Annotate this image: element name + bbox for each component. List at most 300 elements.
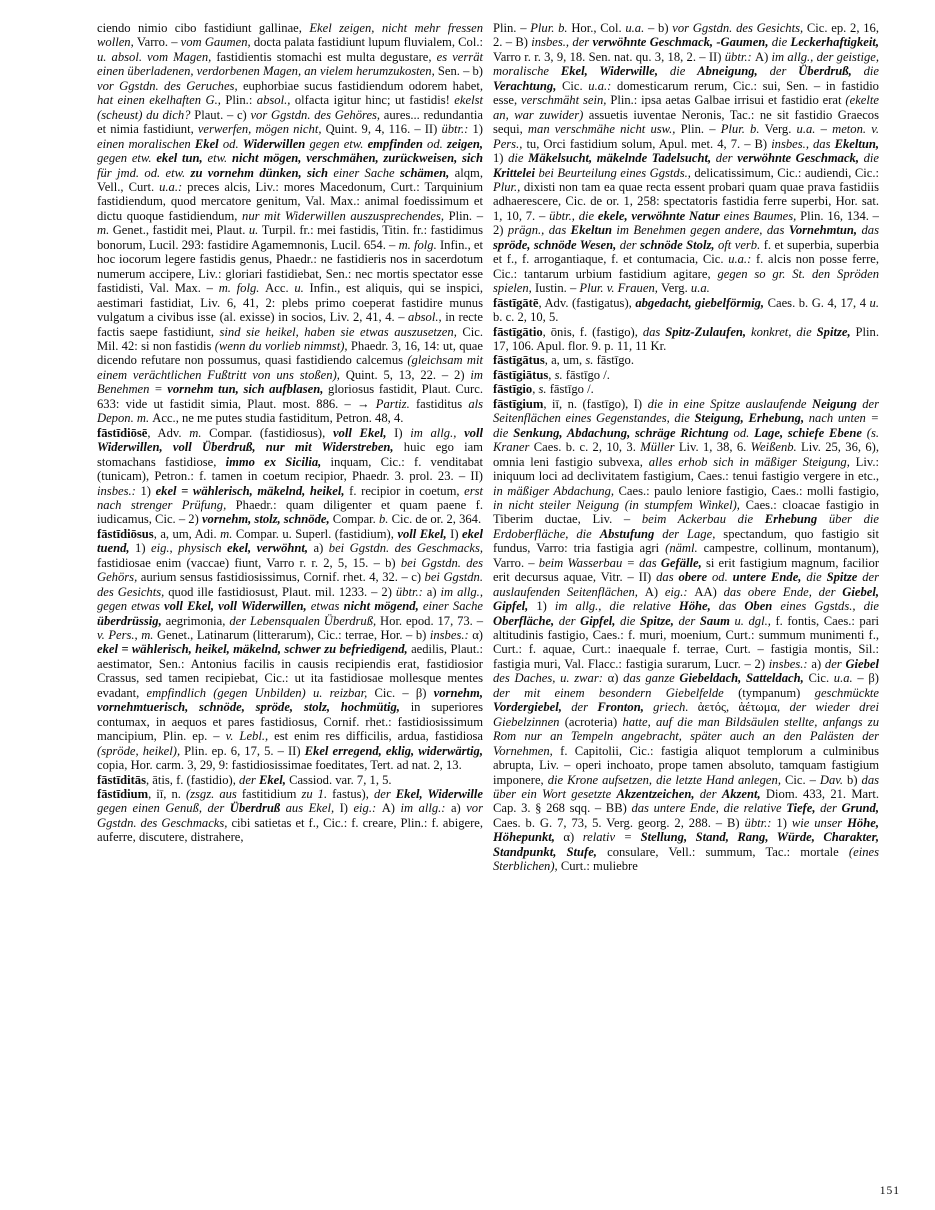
text-run: inquam, Cic.: f. venditabat (tunicam), Petron.: f. tamen in coetum recipior, Phaedr. 3. prol. 23. – II) (97, 454, 484, 484)
text-run: schnöde Stolz, (640, 237, 718, 252)
text-run: die (863, 151, 880, 166)
text-run: der (715, 151, 738, 166)
text-run: – (820, 122, 833, 137)
text-run: Caes. b. G. 4, 17, 4 (767, 295, 870, 310)
text-run: absol., (256, 93, 295, 108)
text-run: I) (394, 425, 411, 440)
text-run: b. (378, 512, 392, 527)
text-run: Verachtung, (493, 78, 562, 93)
text-run: Ekel erregend, eklig, widerwärtig, (304, 743, 483, 758)
text-run: der (239, 772, 259, 787)
text-run: Hor., Col. (571, 21, 626, 35)
text-run: domesticarum rerum, Cic.: sui, Sen. – in fastidio esse, (493, 78, 879, 108)
text-run: s. (554, 367, 566, 382)
text-run: im Benehmen gegen andere, das (616, 223, 789, 238)
text-run: A) (644, 584, 665, 599)
text-run: die (508, 151, 529, 166)
dictionary-entry (97, 773, 483, 787)
text-run: Diom. 433, 21. Mart. Cap. 3. § 268 sqq. – BB) (493, 787, 879, 816)
text-run: v. Lebl., (225, 729, 275, 744)
text-run: Spitze (826, 570, 863, 585)
text-run: verwöhnte Geschmack, -Gaumen, (592, 35, 772, 50)
text-run: eines Baumes, (723, 208, 801, 223)
text-run: fāstīgo /. (565, 367, 610, 382)
text-run: (spröde, heikel), (97, 743, 185, 758)
text-run: der Lebensqualen Überdruß, (229, 613, 381, 628)
text-run: α) (472, 628, 483, 643)
text-run: einer Sache (333, 165, 400, 180)
text-run: Plur. v. Frauen, (579, 281, 662, 296)
text-run: abgedacht, giebelförmig, (635, 295, 768, 310)
text-run: Ekel, Widerwille (395, 787, 484, 802)
text-run: Quint. 9, 4, 116. – II) (325, 122, 442, 137)
text-run: Krittelei (493, 165, 539, 180)
text-run: das über ein Wort gesetzte (493, 772, 880, 802)
text-run: prägn., das (507, 223, 571, 238)
text-run: etw. (207, 151, 232, 166)
text-run: aurium sensus fastidiosissimus, Cornif. rhet. 4, 32. – c) (140, 570, 425, 585)
text-run: erst nach strenger Prüfung, (97, 483, 484, 512)
text-run: , a, um, Adi. (153, 526, 221, 541)
text-run: quod ille fastidiosust, Plaut. mil. 1233. – 2) (168, 584, 396, 599)
text-run: Ekel, Widerwille, (560, 64, 670, 79)
text-run: der (571, 700, 598, 715)
text-run: Caes.: cloacae fastigio in Tiberim ductae, Liv. – (493, 497, 880, 527)
text-run: tu, Orci fastidium solum, Apul. met. 4, 7. – B) (526, 136, 772, 151)
text-run: eig., physisch (150, 541, 227, 556)
text-run: u. (294, 281, 310, 296)
text-run: zu 1. (301, 787, 333, 802)
text-run: einer Sache (422, 599, 483, 614)
text-run: Caes.: paulo leniore fastigio, Caes.: molli fastigio, (618, 483, 880, 498)
text-run: a) (426, 584, 441, 599)
text-run: (acroteria) (564, 714, 623, 729)
text-run: fastiditus (415, 396, 469, 411)
text-run: od. (733, 425, 755, 440)
dictionary-entry (493, 368, 879, 382)
text-run: wie unser (791, 815, 848, 830)
text-run: vom Gaumen, (180, 35, 254, 50)
text-run: ekel, verwöhnt, (227, 541, 314, 556)
text-run: nach unten = die (493, 411, 879, 440)
text-run: aegrimonia, (165, 613, 230, 628)
text-run: das untere Ende, die relative (631, 801, 787, 816)
text-run: m. (220, 526, 236, 541)
text-run: Senkung, Abdachung, schräge Richtung (513, 425, 734, 440)
text-run: Leckerhaftigkeit, (790, 35, 879, 50)
dictionary-entry (97, 426, 483, 527)
text-run: consulare, Vell.: summum, Tac.: mortale (607, 844, 849, 859)
headword: fāstīdium (97, 787, 149, 802)
text-run: gegen etw. (309, 136, 368, 151)
text-run: insbes.: (429, 628, 473, 643)
text-run: eines Ggstds., die (780, 599, 879, 614)
text-run: zeigen, (446, 136, 483, 151)
text-run: beim Ackerbau die (641, 512, 765, 527)
text-run: (eines Sterblichen), (493, 844, 879, 874)
text-run: ekel tun, (156, 151, 208, 166)
text-run: Caes. b. c. 2, 10, 3. (533, 440, 641, 455)
headword: fāstīgiātus (493, 367, 549, 382)
text-run: die in eine Spitze auslaufende (647, 396, 812, 411)
dictionary-entry (493, 397, 879, 874)
text-run: Plur. b. (720, 122, 765, 137)
text-run: α) (563, 830, 583, 845)
text-run: Müller (640, 440, 679, 455)
text-run: olfacta igitur hinc; ut fastidis! (294, 93, 455, 108)
text-run: bei Ggstdn. des Gesichts, (97, 570, 483, 599)
text-run: im allg.: (400, 801, 451, 816)
text-run: est enim res difficilis, ardua, fastidiosa (274, 729, 484, 744)
text-run: Plur., (493, 179, 524, 194)
text-run: Cic. Mil. 42: si non fastidis (97, 324, 483, 353)
text-run: 1) (135, 541, 151, 556)
text-run: zu vornehm dünken, sich (190, 165, 334, 180)
dictionary-entry (97, 21, 483, 426)
text-run: α) (607, 671, 624, 686)
text-run: Genet., Latinarum (litterarum), Cic.: terrae, Hor. – b) (156, 628, 430, 643)
text-run: das (718, 599, 745, 614)
text-run: übtr.: (441, 122, 473, 137)
text-run: Plin. 16, 134. – 2) (493, 208, 879, 238)
text-run: Liv.: iniquum loci ad declivitatem fastigium, Caes.: tenui fastigio vergere in etc., (493, 454, 879, 484)
text-run: Varro r. r. 3, 9, 18. Sen. nat. qu. 3, 18, 2. – II) (493, 49, 725, 64)
text-run: übtr.: (724, 49, 755, 64)
text-run: ekel = wählerisch, mäkelnd, heikel, (155, 483, 350, 498)
text-run: Plin. – (448, 208, 483, 223)
text-run: insbes., das (771, 136, 835, 151)
text-run: Plin. ep. 6, 17, 5. – II) (184, 743, 305, 758)
text-run: f. alcis non posse ferre, Cic.: tantarum urbium fastidium agitare, (493, 252, 880, 281)
text-run: Cic. ep. 2, 16, 2. – B) (493, 21, 879, 50)
text-run: campestre, collinum, montanum), Varro. – (493, 541, 880, 570)
text-run: fāstīgo. (596, 353, 634, 368)
text-run: , a, um, (544, 353, 586, 368)
text-run: a) (450, 801, 467, 816)
text-run: der (373, 787, 396, 802)
text-run: vor Ggstdn. des Geruches, (97, 78, 243, 93)
text-run: in nicht steiler Neigung (in stumpfem Winkel), (493, 497, 746, 512)
text-run: (zsgz. aus (185, 787, 242, 802)
text-run: gloriosus fastidit, Plaut. Curc. 633: vide ut fastidit simia, Plaut. most. 886. – → (97, 382, 483, 411)
text-run: Compar. u. Superl. (fastidium), (235, 526, 398, 541)
text-run: u.a. (796, 122, 821, 137)
text-run: Compar. (fastidiosus), (209, 425, 333, 440)
text-run: voll Ekel, (332, 425, 395, 440)
text-run: Compar. (332, 512, 379, 527)
text-run: das (656, 570, 679, 585)
text-run: bei Beurteilung eines Ggstds., (538, 165, 695, 180)
text-run: huic ego iam stomachans fastidiose, (97, 440, 483, 469)
text-run: nicht mögend, (343, 599, 423, 614)
text-run: Ekel, (258, 772, 290, 787)
text-run: meton. v. Pers., (493, 122, 879, 151)
text-run: s. (538, 382, 550, 397)
text-run: cibi satietas et f., Cic.: f. creare, Plin.: f. abigere, auferre, discutere, distrahere, (97, 815, 484, 845)
text-run: u.a.: (728, 252, 756, 267)
text-run: verwerfen, mögen nicht, (197, 122, 326, 137)
text-run: Plin.: (225, 93, 257, 108)
text-run: Giebel, Gipfel, (493, 584, 879, 614)
text-run: Plin.: ipsa aetas Galbae irrisui et fastidio erat (610, 93, 846, 108)
headword: fāstīditās (97, 772, 146, 787)
text-run: f. Capitolii, Cic.: fastigia aliquot templorum a culminibus abrupta, Liv. – operi inchoato, prope tamen absoluto, tamquam fastigium imponere, (493, 743, 879, 787)
text-run: Caes. b. G. 7, 73, 5. Verg. georg. 2, 288. – B) (493, 815, 745, 830)
text-run: Akzentzeichen, (616, 787, 700, 802)
text-run: aures... redundantia et nimia fastidiunt, (97, 107, 483, 137)
text-run: in recte factis saepe fastidiunt, (97, 310, 483, 339)
text-run: Infin., et hoc iocorum legere fastidis genus, Phaedr.: ne fastidieris nos in sacerdotum numerum accipere, Liv.: gloriari fastidiebat, Sen.: nec mortis spectator esse fastidisti, Val. Max. – (97, 237, 484, 296)
text-run: Ekeltun (570, 223, 617, 238)
dictionary-entry (493, 296, 879, 325)
text-run: vornehm, stolz, schnöde, (201, 512, 333, 527)
text-run: Turpil. fr.: mei fastidis, Titin. fr.: fastidimus bonorum, Lucil. 293: fastidire Agamemnonis, Lucil. 654. – (97, 223, 483, 252)
text-run: spectandum, quo fastigio sit fundus, Varro: tria fastigia agri (493, 526, 880, 556)
text-run: Stellung, Stand, Rang, Würde, Charakter, Standpunkt, Stufe, (493, 830, 879, 859)
text-run: Acc. (265, 281, 295, 296)
text-run: , iī, n. (148, 787, 186, 802)
text-run: Liv. 1, 38, 6. (678, 440, 751, 455)
text-run: etwas (310, 599, 344, 614)
text-run: u. absol. vom Magen, (97, 49, 217, 64)
text-run: euphorbiae sucus fastidiendum odorem habet, (242, 78, 483, 93)
text-run: in superiores contumax, in aequos et pares fastidiosus, Cornif. rhet.: fastidiosissimum mancipium, Plin. ep. – (97, 700, 483, 744)
text-run: Steigung, Erhebung, (694, 411, 809, 426)
text-run: Lage, schiefe Ebene (754, 425, 867, 440)
text-run: der Lage, (662, 526, 724, 541)
text-run: Cassiod. var. 7, 1, 5. (289, 772, 392, 787)
text-run: Sen. – b) (437, 64, 483, 79)
text-run: Varro. – (136, 35, 181, 50)
text-run: hat einen ekelhaften G., (97, 93, 226, 108)
text-run: Widerwillen (242, 136, 310, 151)
text-run: empfinden (367, 136, 428, 151)
text-run: a) (313, 541, 329, 556)
text-run: I) (339, 801, 354, 816)
text-run: Vordergiebel, (493, 700, 572, 715)
text-run: die (669, 64, 698, 79)
text-run: übtr.: (395, 584, 427, 599)
text-run: Cic. – (784, 772, 820, 787)
text-run: Liv. 25, 36, 6), omnia leni fastigio subvexa, (493, 440, 880, 469)
text-run: Oberfläche, (493, 613, 559, 628)
text-run: aedilis, Plaut.: aestimator, Sen.: Antonius facilis in causis recipiendis erat, fastidiosior Crassus, sed tamen recipiebat, Cic.: ut ita fastidiosae mollesque mentes evadant, (97, 642, 483, 700)
headword: fāstīgio (493, 382, 533, 397)
text-run: konkret, die (750, 324, 817, 339)
text-run: , Adv. (fastigatus), (538, 295, 636, 310)
text-run: alles erhob sich in mäßiger Steigung, (648, 454, 856, 469)
text-run: Quint. 5, 13, 22. – 2) (345, 367, 471, 382)
text-run: im allg., der geistige, moralische (493, 49, 879, 79)
text-run: alqm, Vell., Curt. (97, 165, 483, 194)
text-run: Überdruß, (798, 64, 864, 79)
text-run: die Krone aufsetzen, die letzte Hand anlegen, (547, 772, 785, 787)
text-run: Dav. (819, 772, 848, 787)
text-run: übtr., die (549, 208, 598, 223)
text-run: Ekel zeigen, nicht mehr fressen wollen, (97, 21, 484, 50)
text-run: voll Ekel, (397, 526, 451, 541)
text-run: Ekeltun, (834, 136, 880, 151)
text-run: die (863, 64, 879, 79)
text-run: bei Ggstdn. des Geschmacks, (328, 541, 484, 556)
text-run: Giebeldach, Satteldach, (679, 671, 809, 686)
text-run: bei Ggstdn. des Gehörs, (97, 555, 483, 585)
text-run: die (771, 35, 791, 50)
text-run: , ātis, f. (fastidio), (145, 772, 240, 787)
text-run: a) (811, 656, 825, 671)
text-run: 1) (140, 483, 156, 498)
text-run: , iī, n. (fastīgo), I) (543, 396, 648, 411)
text-run: , (548, 367, 555, 382)
text-run: gegen etw. (97, 151, 157, 166)
text-run: verschmäht sein, (521, 93, 611, 108)
text-run: sind sie heikel, haben sie etwas auszusetzen, (219, 324, 463, 339)
text-run: m. folg. (218, 281, 266, 296)
text-run: der auslaufenden Seitenflächen, (493, 570, 879, 599)
text-run: Partiz. (375, 396, 416, 411)
text-run: (ekelte an, war zuwider) (493, 93, 879, 122)
text-run: Spitz-Zulaufen, (665, 324, 751, 339)
text-run: m. (97, 223, 113, 238)
text-run: Abstufung (599, 526, 663, 541)
text-run: ekelst (scheust) du dich? (97, 93, 483, 122)
text-run: im Benehmen = (97, 367, 483, 397)
text-run: si erit fastigium magnum, facilior erit decursus aquae, Vitr. – II) (493, 555, 880, 585)
dictionary-entry (493, 325, 879, 354)
text-run: empfindlich (gegen Unbilden) u. reizbar, (146, 685, 375, 700)
text-run: u.a.: (159, 179, 188, 194)
text-run: ekel = wählerisch, heikel, mäkelnd, schwer zu befriedigend, (97, 642, 412, 657)
text-run: Mäkelsucht, mäkelnde Tadelsucht, (528, 151, 716, 166)
text-run: voll Ekel, voll Widerwillen, (164, 599, 311, 614)
headword: fāstīgium (493, 396, 544, 411)
text-run: vornehm, vornehmtuerisch, schnöde, spröde, stolz, hochmütig, (97, 685, 483, 715)
dictionary-entry (493, 353, 879, 367)
text-run: Gefälle, (660, 555, 706, 570)
headword: fāstīgātus (493, 353, 545, 368)
text-run: Cic. de or. 2, 364. (391, 512, 482, 527)
headword: fāstīdiōsus (97, 526, 154, 541)
text-run: u.a. (625, 21, 648, 35)
text-run: überdrüssig, (97, 613, 166, 628)
text-run: Curt.: muliebre (560, 859, 638, 874)
text-run: (tympanum) (738, 685, 815, 700)
text-run: , Adv. (147, 425, 190, 440)
text-run: fastus), (332, 787, 374, 802)
text-run: Iustin. – (534, 281, 580, 296)
text-run: das obere Ende, der (723, 584, 843, 599)
text-run: Höhe, (678, 599, 719, 614)
text-run: (s. Kraner (493, 425, 879, 455)
text-run: 1) (493, 151, 509, 166)
text-run: der (558, 613, 581, 628)
text-run: die (806, 570, 827, 585)
text-run: Giebel (845, 656, 880, 671)
text-run: gegen einen Genuß, der (97, 801, 230, 816)
text-run: spröde, schnöde Wesen, (493, 237, 620, 252)
text-run: der (699, 787, 722, 802)
text-run: der (619, 237, 641, 252)
headword: fāstīgātio (493, 324, 543, 339)
text-run: insbes.: (97, 483, 141, 498)
text-run: , ōnis, f. (fastigo), (542, 324, 643, 339)
text-run: preces alcis, Liv.: mores Macedonum, Curt.: Tarquinium fastidiendum, quod mercatore genitum, Val. Max.: animal foedissimum et dictu quoque fastidiendum, (97, 179, 484, 223)
dictionary-entry (97, 787, 483, 845)
text-run: , (532, 382, 539, 397)
text-run: Cic. – β) (374, 685, 434, 700)
text-run: A) (754, 49, 772, 64)
text-run: aus Ekel, (285, 801, 340, 816)
text-run: das (642, 324, 666, 339)
text-run: vornehm tun, sich aufblasen, (167, 382, 329, 397)
dictionary-entry (97, 527, 483, 773)
text-run: (wenn du vorlieb nimmst), (214, 338, 351, 353)
text-run: insbes., der (531, 35, 593, 50)
text-run: m. folg. (398, 237, 440, 252)
text-run: Verg. (764, 122, 797, 137)
text-run: u. (869, 295, 879, 310)
text-run: der (678, 613, 700, 628)
text-run: Gipfel, (580, 613, 621, 628)
page-number: 151 (879, 1185, 900, 1197)
headword: fāstīgātē (493, 295, 539, 310)
text-run: b. c. 2, 10, 5. (493, 310, 559, 325)
text-run: Oben (744, 599, 781, 614)
text-run: – b) (647, 21, 673, 35)
text-run: für jmd. od. etw. (97, 165, 191, 180)
text-run: Tiefe, (786, 801, 821, 816)
text-run: Ekel (194, 136, 223, 151)
text-run: vor Ggstdn. des Geschmacks, (97, 801, 483, 830)
text-run: fastitidium (241, 787, 302, 802)
text-run: Weißenb. (750, 440, 802, 455)
right-column (493, 21, 879, 874)
text-run: Plur. b. (530, 21, 572, 35)
text-run: schämen, (399, 165, 455, 180)
text-run: geschmückte (814, 685, 880, 700)
text-run: Neigung (811, 396, 863, 411)
text-run: Hor. epod. 17, 73. – (380, 613, 484, 628)
text-run: griech. (653, 700, 698, 715)
text-run: Plaut. – c) (194, 107, 251, 122)
text-run: eig.: (664, 584, 695, 599)
text-run: Plin. – (680, 122, 721, 137)
text-run: im allg., gegen etwas (97, 584, 483, 614)
text-run: der wieder drei Giebelzinnen (493, 700, 879, 729)
text-run: AA) (694, 584, 724, 599)
text-run: Phaedr.: quam diligenter et quam paene f. iudicamus, Cic. – 2) (97, 497, 483, 527)
text-run: Höhe, Höhepunkt, (493, 815, 879, 845)
text-run: Vornehmtun, (788, 223, 862, 238)
text-run: v. Pers., m. (97, 628, 157, 643)
text-run: man verschmähe nicht usw., (527, 122, 681, 137)
text-run: Cic. (808, 671, 834, 686)
text-run: u.a. (833, 671, 858, 686)
text-run: (gleichsam mit einem verächtlichen Fußtritt von uns stoßen), (97, 353, 484, 382)
text-run: s. (585, 353, 597, 368)
text-run: Plin. – (493, 21, 531, 35)
text-run: dixisti non tam ea quae recta essent probari quam quae prava fastidiis adhaerescere, Cic. de or. 1, 258: spectatoris fastidia ferre superbi, Hor. sat. 1, 10, 7. – (493, 179, 879, 223)
text-run: u. dgl., (734, 613, 776, 628)
text-run: fastidiosae enim (vaccae) fiunt, Varro r. r. 2, 5, 15. – b) (97, 555, 401, 570)
text-run: od. (427, 136, 447, 151)
text-run: Phaedr. 3, 16, 14: ut, quae dicendo refutare non possumus, quasi fastidiendo calcemus (97, 338, 483, 368)
text-run: f. recipior in coetum, (349, 483, 465, 498)
headword: fāstīdiōsē (97, 425, 148, 440)
text-run: Verg. (661, 281, 691, 296)
text-run: Erhebung (764, 512, 829, 527)
text-run: das ganze (623, 671, 680, 686)
